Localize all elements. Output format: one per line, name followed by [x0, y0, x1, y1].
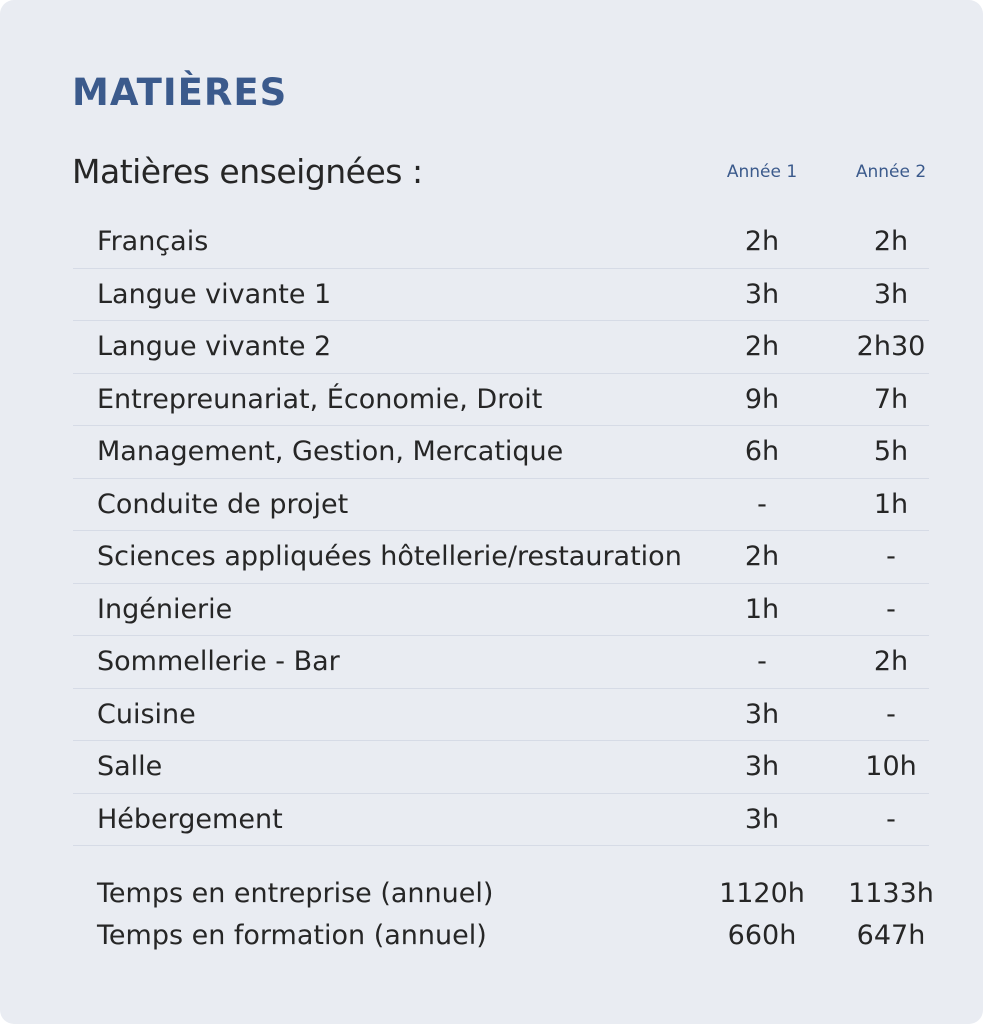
subject-name: Langue vivante 2	[97, 331, 332, 362]
hours-year-2: 7h	[873, 383, 909, 415]
total-label: Temps en entreprise (annuel)	[97, 878, 494, 909]
hours-year-1: 9h	[744, 383, 780, 415]
hours-year-1: 2h	[744, 541, 780, 572]
totals-section	[73, 874, 934, 958]
hours-year-2: 2h	[873, 226, 909, 257]
subject-name: Hébergement	[97, 803, 283, 835]
subject-name: Langue vivante 1	[97, 278, 332, 310]
table-row	[73, 374, 929, 427]
subjects-table	[73, 216, 929, 846]
subject-name: Ingénierie	[97, 593, 233, 625]
hours-year-2: 10h	[865, 751, 917, 782]
subject-name: Français	[97, 226, 209, 257]
table-row	[73, 636, 929, 689]
page-title: MATIÈRES	[72, 71, 288, 114]
hours-year-1: 6h	[744, 436, 780, 467]
table-row	[73, 269, 929, 322]
hours-year-1: 3h	[744, 803, 780, 835]
table-row	[73, 741, 929, 794]
hours-year-1: 3h	[744, 751, 780, 782]
total-row-training	[73, 916, 929, 958]
hours-year-2: -	[886, 803, 896, 835]
total-year-1: 660h	[727, 920, 797, 951]
hours-year-2: 1h	[873, 488, 909, 520]
table-row	[73, 584, 929, 637]
hours-year-2: -	[886, 698, 896, 730]
table-row	[73, 689, 929, 742]
hours-year-2: 5h	[873, 436, 909, 467]
hours-year-1: -	[757, 488, 767, 520]
table-row	[73, 426, 929, 479]
hours-year-1: 3h	[744, 698, 780, 730]
hours-year-2: 2h30	[856, 331, 926, 362]
table-row	[73, 479, 929, 532]
section-subtitle: Matières enseignées :	[72, 152, 423, 191]
subject-name: Entrepreunariat, Économie, Droit	[97, 383, 543, 415]
hours-year-1: 2h	[744, 226, 780, 257]
table-row	[73, 321, 929, 374]
total-year-2: 1133h	[848, 878, 934, 909]
table-row	[73, 794, 929, 847]
subject-name: Management, Gestion, Mercatique	[97, 436, 564, 467]
column-header-year-1: Année 1	[726, 162, 798, 182]
total-label: Temps en formation (annuel)	[97, 920, 487, 951]
hours-year-1: 2h	[744, 331, 780, 362]
hours-year-2: -	[886, 541, 896, 572]
total-year-1: 1120h	[719, 878, 805, 909]
subject-name: Salle	[97, 751, 163, 782]
subject-name: Sciences appliquées hôtellerie/restauration	[97, 541, 682, 572]
table-row	[73, 216, 929, 269]
hours-year-2: 3h	[873, 278, 909, 310]
total-row-company	[73, 874, 934, 916]
column-header-year-2: Année 2	[855, 162, 927, 182]
table-row	[73, 531, 929, 584]
hours-year-1: 1h	[744, 593, 780, 625]
hours-year-1: -	[757, 646, 767, 677]
hours-year-1: 3h	[744, 278, 780, 310]
hours-year-2: 2h	[873, 646, 909, 677]
subject-name: Conduite de projet	[97, 488, 349, 520]
subject-name: Cuisine	[97, 698, 196, 730]
total-year-2: 647h	[856, 920, 926, 951]
subject-name: Sommellerie - Bar	[97, 646, 340, 677]
hours-year-2: -	[886, 593, 896, 625]
